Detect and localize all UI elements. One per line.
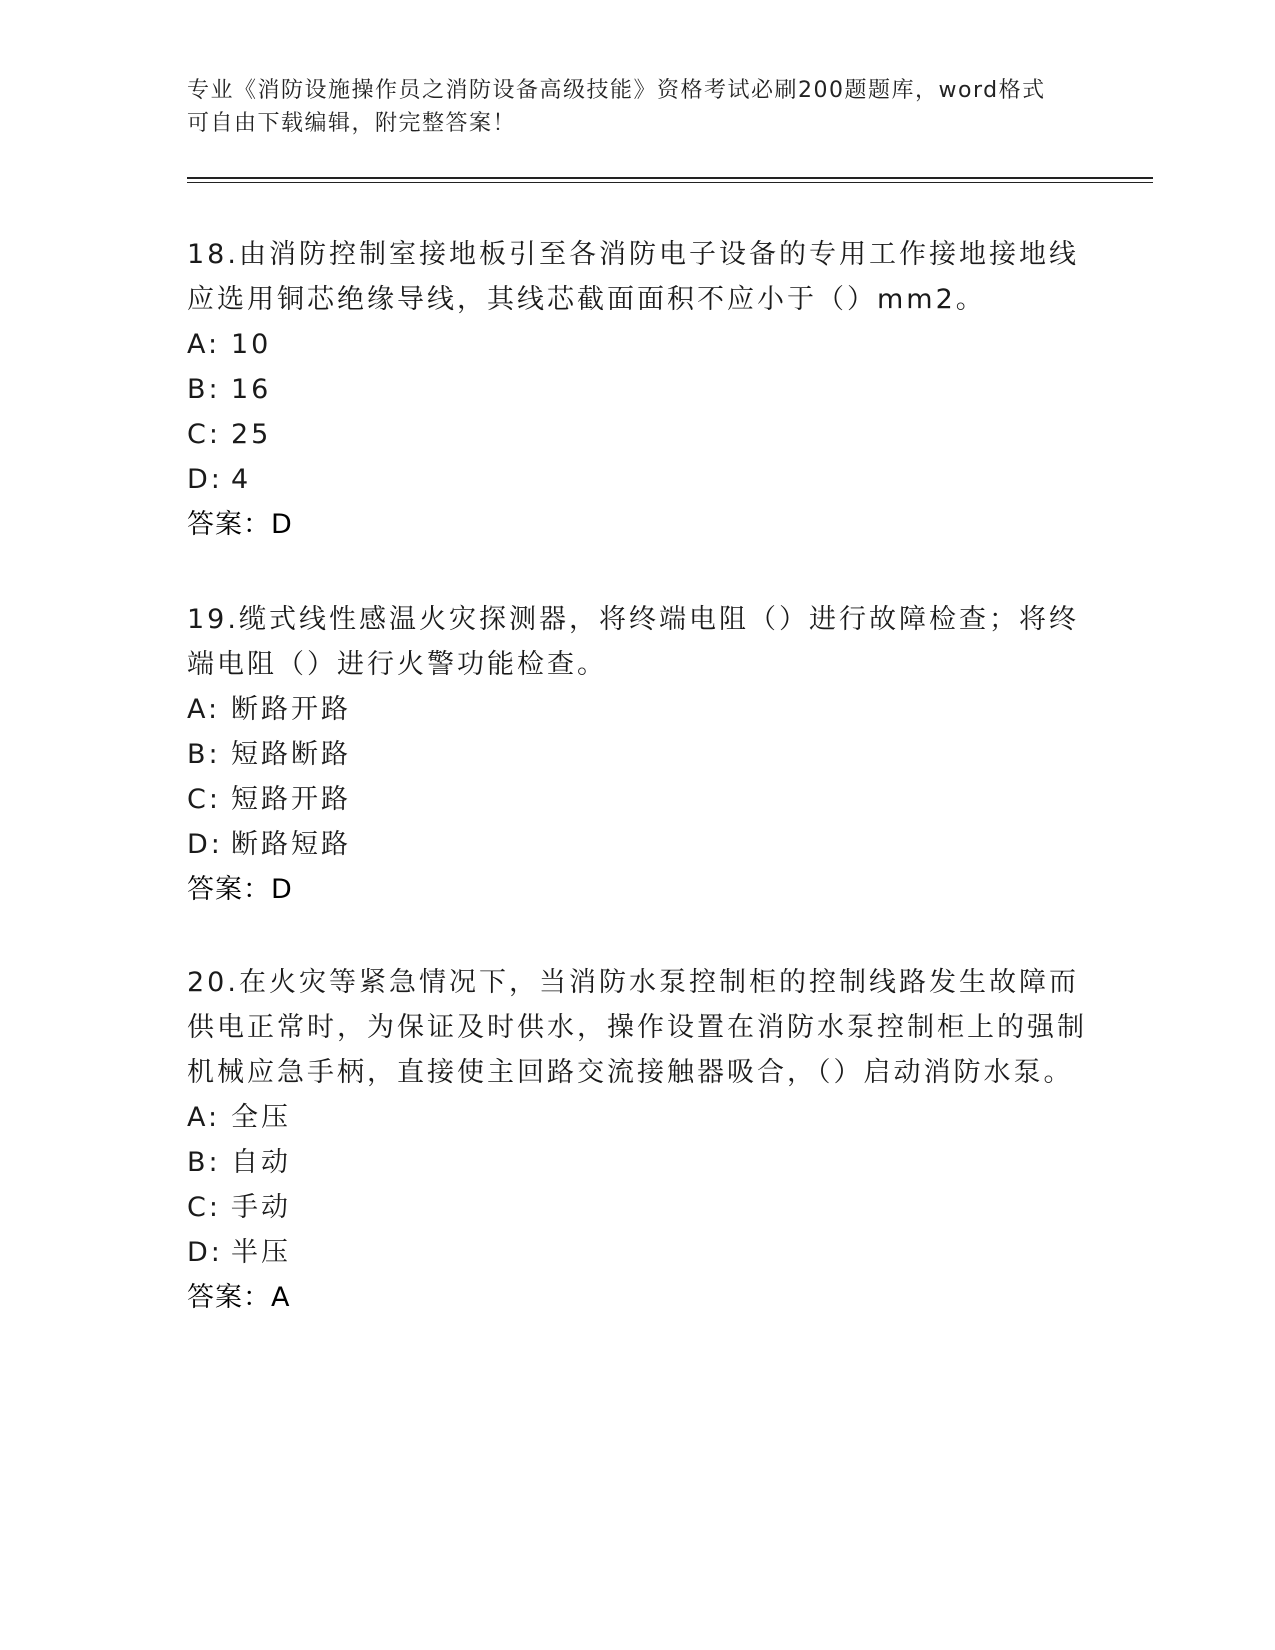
question-answer: 答案：A: [187, 1282, 291, 1313]
question-20: [187, 960, 1087, 1320]
option-key: D:: [187, 1237, 223, 1268]
option-text: 16: [231, 374, 272, 405]
option-key: B:: [187, 1147, 221, 1178]
option-key: C:: [187, 419, 221, 450]
option-text: 自动: [231, 1147, 291, 1178]
option-d: [187, 1230, 1087, 1275]
question-stem: 19.缆式线性感温火灾探测器，将终端电阻（）进行故障检查；将终端电阻（）进行火警功能检查。: [187, 604, 1079, 680]
option-text: 10: [231, 329, 272, 360]
option-text: 25: [231, 419, 272, 450]
option-key: C:: [187, 1192, 221, 1223]
header-divider-thick: [187, 177, 1153, 179]
option-key: B:: [187, 374, 221, 405]
header-divider-thin: [187, 182, 1153, 183]
document-intro: 专业《消防设施操作员之消防设备高级技能》资格考试必刷200题题库，word格式可自由下载编辑，附完整答案！: [187, 78, 1046, 136]
question-18: [187, 232, 1087, 547]
question-stem: 18.由消防控制室接地板引至各消防电子设备的专用工作接地接地线应选用铜芯绝缘导线，其线芯截面面积不应小于（）mm2。: [187, 239, 1079, 315]
option-key: D:: [187, 464, 223, 495]
option-text: 短路断路: [231, 739, 351, 770]
option-key: A:: [187, 1102, 221, 1133]
option-key: B:: [187, 739, 221, 770]
option-a: [187, 322, 1087, 367]
option-d: [187, 822, 1087, 867]
option-key: A:: [187, 694, 221, 725]
option-a: [187, 1095, 1087, 1140]
option-text: 断路短路: [231, 829, 351, 860]
option-b: [187, 732, 1087, 777]
option-key: C:: [187, 784, 221, 815]
option-c: [187, 412, 1087, 457]
option-text: 手动: [231, 1192, 291, 1223]
option-c: [187, 777, 1087, 822]
option-text: 半压: [231, 1237, 291, 1268]
option-text: 全压: [231, 1102, 291, 1133]
option-d: [187, 457, 1087, 502]
question-answer: 答案：D: [187, 874, 293, 905]
option-text: 4: [231, 464, 252, 495]
option-c: [187, 1185, 1087, 1230]
question-19: [187, 597, 1087, 912]
option-key: A:: [187, 329, 221, 360]
option-key: D:: [187, 829, 223, 860]
question-stem: 20.在火灾等紧急情况下，当消防水泵控制柜的控制线路发生故障而供电正常时，为保证及时供水，操作设置在消防水泵控制柜上的强制机械应急手柄，直接使主回路交流接触器吸合，（）启动消防水泵。: [187, 967, 1087, 1088]
option-a: [187, 687, 1087, 732]
option-b: [187, 367, 1087, 412]
question-answer: 答案：D: [187, 509, 293, 540]
option-b: [187, 1140, 1087, 1185]
option-text: 断路开路: [231, 694, 351, 725]
option-text: 短路开路: [231, 784, 351, 815]
